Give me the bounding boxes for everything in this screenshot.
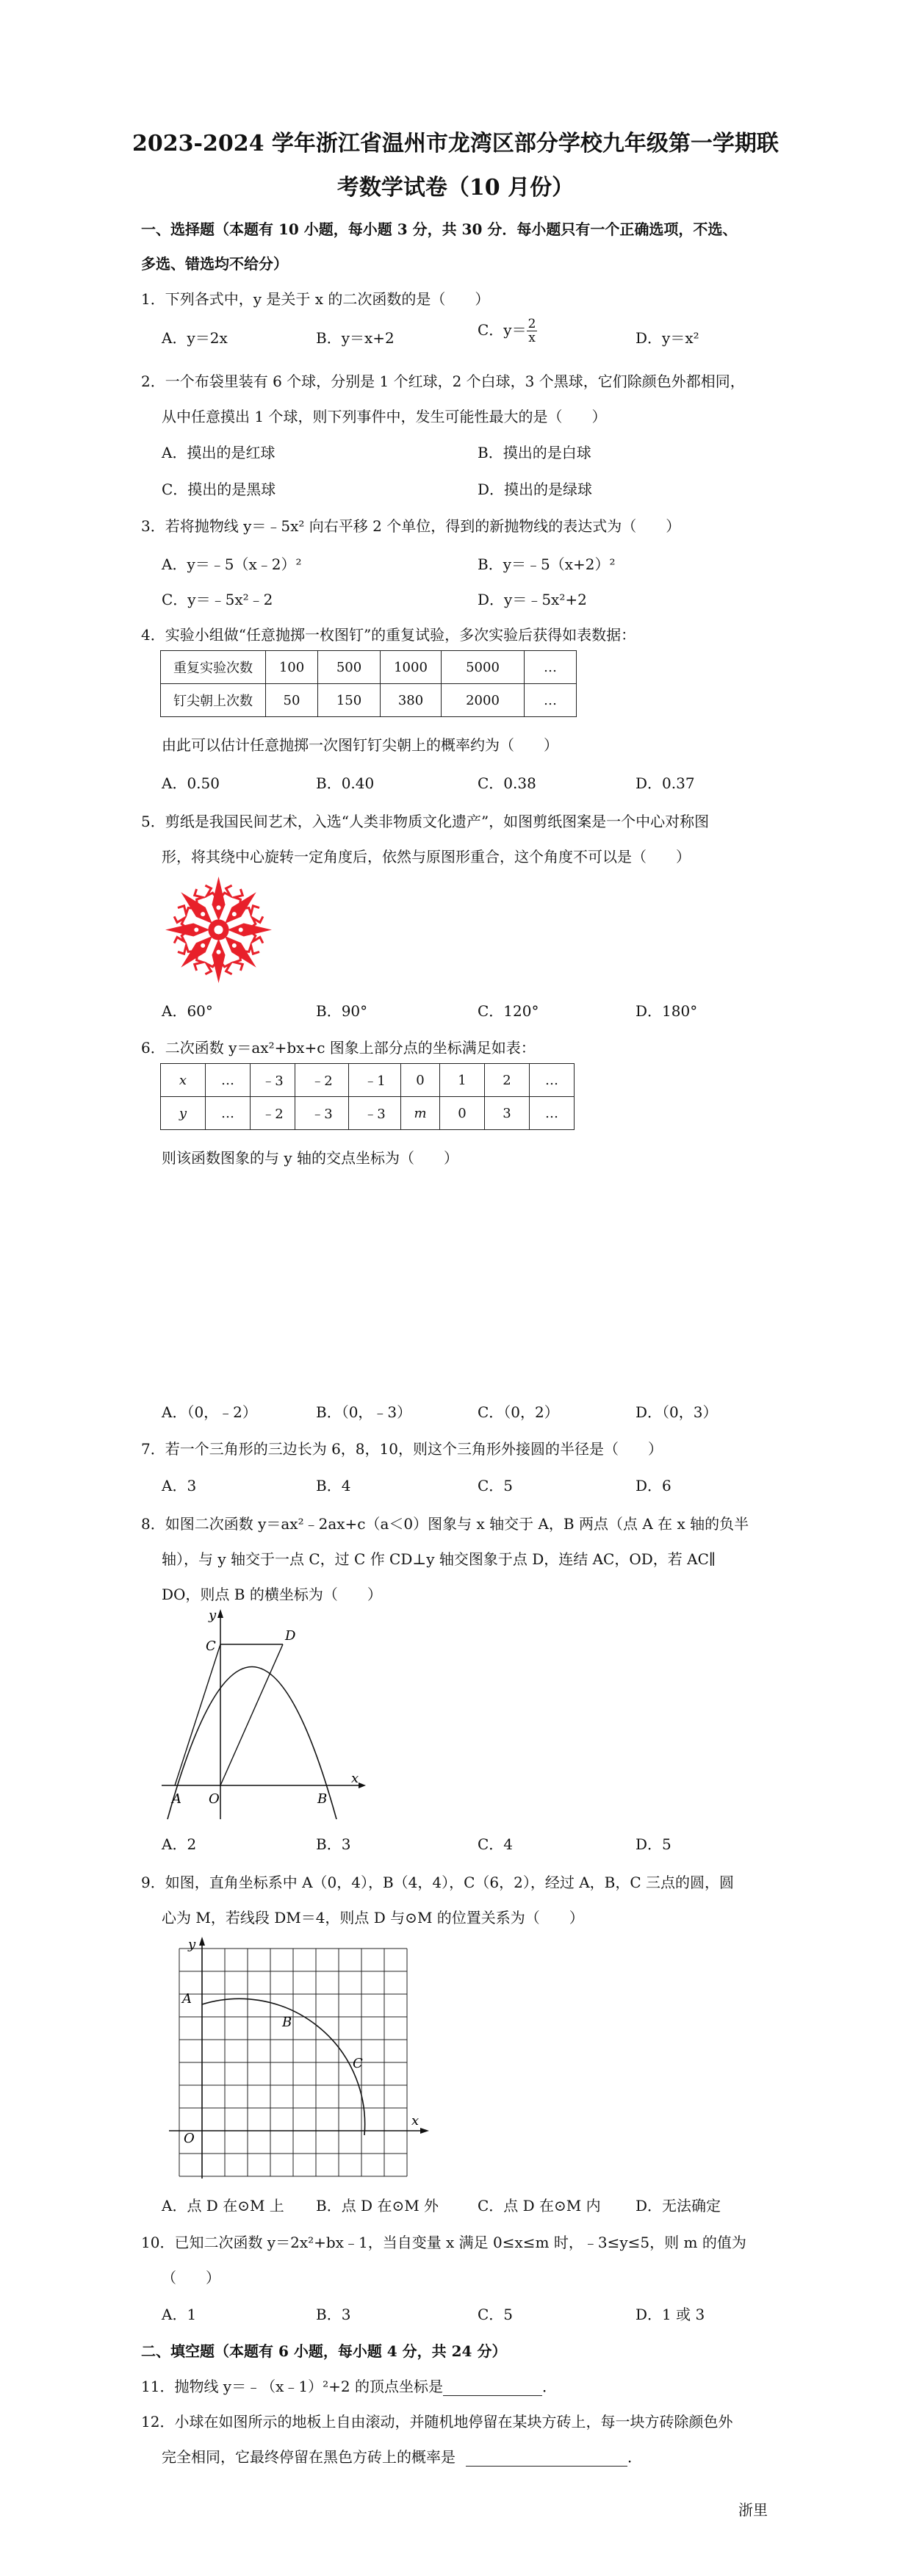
q7-option-c: C．5 xyxy=(478,1477,514,1494)
paper-cut-snowflake-figure xyxy=(162,873,276,987)
label-y: y xyxy=(188,1937,196,1952)
table-cell: 2000 xyxy=(442,684,525,717)
petal-hole xyxy=(194,927,198,932)
table-row xyxy=(161,684,577,717)
table-cell: 1 xyxy=(440,1064,485,1097)
table-row xyxy=(161,1097,575,1130)
q12-text: 完全相同，它最终停留在黑色方砖上的概率是 xyxy=(162,2448,455,2466)
table-cell: … xyxy=(525,651,577,684)
exam-title-line2: 考数学试卷（10 月份） xyxy=(336,175,575,201)
segment-od xyxy=(220,1644,283,1785)
table-cell: x xyxy=(161,1064,206,1097)
table-cell: ﹣3 xyxy=(349,1097,401,1130)
label-x: x xyxy=(351,1771,359,1786)
q5-stem-cont: 形，将其绕中心旋转一定角度后，依然与原图形重合，这个角度不可以是（ ） xyxy=(162,848,691,866)
q9-option-d: D．无法确定 xyxy=(635,2197,721,2215)
q6-option-c: C．（0，2） xyxy=(478,1403,559,1421)
label-c: C xyxy=(206,1638,216,1654)
q6-stem: 6．二次函数 y＝ax²+bx+c 图象上部分点的坐标满足如表： xyxy=(141,1039,536,1057)
section1-header-cont: 多选、错选均不给分） xyxy=(141,255,288,273)
q4-option-b: B．0.40 xyxy=(316,774,375,792)
q11-text: 11．抛物线 y＝﹣（x﹣1）²+2 的顶点坐标是 xyxy=(141,2378,443,2395)
q7-option-a: A．3 xyxy=(162,1477,197,1494)
q8-option-a: A．2 xyxy=(162,1835,197,1853)
table-row xyxy=(161,651,577,684)
q2-option-d: D．摸出的是绿球 xyxy=(478,481,593,498)
label-a: A xyxy=(182,1991,192,2007)
snowflake-arm xyxy=(165,916,209,943)
label-b: B xyxy=(282,2015,292,2030)
q11-stem xyxy=(141,2375,557,2396)
q4-data-table xyxy=(160,650,577,717)
q8-parabola-figure xyxy=(162,1606,367,1819)
y-axis-arrow-icon xyxy=(217,1609,223,1618)
table-cell: … xyxy=(530,1064,575,1097)
table-cell: … xyxy=(530,1097,575,1130)
table-cell: ﹣2 xyxy=(251,1097,295,1130)
q4-option-c: C．0.38 xyxy=(478,774,536,792)
petal-hole xyxy=(239,927,243,932)
q2-stem-cont: 从中任意摸出 1 个球，则下列事件中，发生可能性最大的是（ ） xyxy=(162,408,607,425)
q4-option-d: D．0.37 xyxy=(635,774,695,792)
q1-option-c-fraction xyxy=(527,317,538,345)
q4-follow: 由此可以估计任意抛掷一次图钉钉尖朝上的概率约为（ ） xyxy=(162,736,558,754)
label-a: A xyxy=(172,1791,181,1807)
q6-option-a: A．（0，﹣2） xyxy=(162,1403,257,1421)
q2-option-b: B．摸出的是白球 xyxy=(478,444,591,461)
q7-stem: 7．若一个三角形的三边长为 6，8，10，则这个三角形外接圆的半径是（ ） xyxy=(141,1440,663,1458)
q5-option-c: C．120° xyxy=(478,1002,539,1020)
table-cell: 100 xyxy=(266,651,318,684)
table-cell: 1000 xyxy=(381,651,442,684)
q8-option-b: B．3 xyxy=(316,1835,351,1853)
q9-stem: 9．如图，直角坐标系中 A（0，4），B（4，4），C（6，2），经过 A，B，C 三点的圆，圆 xyxy=(141,1874,735,1891)
q3-stem: 3．若将抛物线 y＝﹣5x² 向右平移 2 个单位，得到的新抛物线的表达式为（ ） xyxy=(141,517,681,535)
q12-end: ． xyxy=(627,2448,642,2466)
q8-option-c: C．4 xyxy=(478,1835,514,1853)
table-cell: 2 xyxy=(485,1064,530,1097)
q10-stem: 10．已知二次函数 y＝2x²+bx﹣1，当自变量 x 满足 0≤x≤m 时，﹣3≤y≤5，则 m 的值为 xyxy=(141,2234,746,2251)
table-cell: m xyxy=(401,1097,440,1130)
q2-option-a: A．摸出的是红球 xyxy=(162,444,276,461)
x-axis-arrow-icon xyxy=(359,1782,366,1788)
label-c: C xyxy=(353,2056,363,2071)
x-axis-arrow-icon xyxy=(420,2128,429,2134)
q9-option-c: C．点 D 在⊙M 内 xyxy=(478,2197,601,2215)
table-cell: ﹣1 xyxy=(349,1064,401,1097)
q9-stem-cont: 心为 M，若线段 DM＝4，则点 D 与⊙M 的位置关系为（ ） xyxy=(162,1909,584,1926)
q8-stem-cont2: DO，则点 B 的横坐标为（ ） xyxy=(162,1586,382,1603)
snowflake-arm xyxy=(228,916,272,943)
q3-option-d: D．y＝﹣5x²+2 xyxy=(478,591,587,608)
q9-grid-circle-figure xyxy=(162,1932,433,2182)
q8-option-d: D．5 xyxy=(635,1835,671,1853)
parabola-curve xyxy=(168,1667,336,1820)
q5-option-b: B．90° xyxy=(316,1002,368,1020)
table-cell: 50 xyxy=(266,684,318,717)
q4-stem: 4．实验小组做“任意抛掷一枚图钉”的重复试验，多次实验后获得如表数据： xyxy=(141,626,636,644)
fraction-numerator: 2 xyxy=(527,317,536,331)
q2-stem: 2．一个布袋里装有 6 个球，分别是 1 个红球，2 个白球，3 个黑球，它们除颜色外都相同， xyxy=(141,373,745,390)
label-o: O xyxy=(184,2131,195,2146)
q6-data-table xyxy=(160,1063,575,1130)
y-axis-arrow-icon xyxy=(199,1937,205,1946)
q5-option-d: D．180° xyxy=(635,1002,698,1020)
coordinate-grid xyxy=(179,1949,407,2176)
petal-hole xyxy=(216,950,220,954)
table-cell: 钉尖朝上次数 xyxy=(161,684,266,717)
segment-ac xyxy=(175,1644,220,1785)
q10-option-b: B．3 xyxy=(316,2306,351,2323)
snowflake-arm xyxy=(205,877,231,921)
snowflake-center-hole xyxy=(214,925,223,934)
q11-end: ． xyxy=(541,2378,557,2395)
q3-option-a: A．y＝﹣5（x﹣2）² xyxy=(162,555,302,573)
table-cell: 380 xyxy=(381,684,442,717)
q10-option-a: A．1 xyxy=(162,2306,197,2323)
snowflake-arm xyxy=(205,939,231,983)
table-cell: ﹣3 xyxy=(295,1097,349,1130)
fraction-denominator: x xyxy=(528,331,536,345)
table-cell: 500 xyxy=(318,651,381,684)
q10-stem-cont: （ ） xyxy=(162,2269,220,2287)
q6-option-d: D．（0，3） xyxy=(635,1403,718,1421)
q9-option-a: A．点 D 在⊙M 上 xyxy=(162,2197,284,2215)
label-d: D xyxy=(285,1628,296,1644)
q1-option-b: B．y＝x+2 xyxy=(316,329,395,347)
table-cell: 5000 xyxy=(442,651,525,684)
q1-option-a: A．y＝2x xyxy=(162,329,228,347)
q1-option-c xyxy=(478,317,537,345)
table-cell: 3 xyxy=(485,1097,530,1130)
table-cell: 150 xyxy=(318,684,381,717)
q8-stem: 8．如图二次函数 y＝ax²﹣2ax+c（a＜0）图象与 x 轴交于 A，B 两点（点 A 在 x 轴的负半 xyxy=(141,1515,749,1533)
section2-header: 二、填空题（本题有 6 小题，每小题 4 分，共 24 分） xyxy=(141,2342,507,2360)
q6-follow: 则该函数图象的与 y 轴的交点坐标为（ ） xyxy=(162,1149,459,1167)
q12-stem-cont xyxy=(162,2445,642,2467)
q3-option-c: C．y＝﹣5x²﹣2 xyxy=(162,591,273,608)
q2-option-c: C．摸出的是黑球 xyxy=(162,481,276,498)
exam-title-line1: 2023-2024 学年浙江省温州市龙湾区部分学校九年级第一学期联 xyxy=(132,131,779,156)
q7-option-d: D．6 xyxy=(635,1477,671,1494)
table-cell: … xyxy=(206,1064,251,1097)
table-cell: ﹣2 xyxy=(295,1064,349,1097)
q9-option-b: B．点 D 在⊙M 外 xyxy=(316,2197,439,2215)
q1-option-d: D．y＝x² xyxy=(635,329,699,347)
q1-option-c-prefix: C．y＝ xyxy=(478,321,527,339)
label-y: y xyxy=(209,1608,217,1623)
q10-option-c: C．5 xyxy=(478,2306,514,2323)
q11-answer-blank[interactable] xyxy=(443,2395,542,2396)
q7-option-b: B．4 xyxy=(316,1477,351,1494)
q4-option-a: A．0.50 xyxy=(162,774,220,792)
footer-mark: 浙里 xyxy=(738,2501,768,2519)
petal-hole xyxy=(216,905,220,910)
q3-option-b: B．y＝﹣5（x+2）² xyxy=(478,555,616,573)
table-cell: … xyxy=(206,1097,251,1130)
q6-option-b: B．（0，﹣3） xyxy=(316,1403,412,1421)
section1-header: 一、选择题（本题有 10 小题，每小题 3 分，共 30 分．每小题只有一个正确选项，不选、 xyxy=(141,220,738,238)
label-o: O xyxy=(209,1791,220,1807)
table-cell: 重复实验次数 xyxy=(161,651,266,684)
q10-option-d: D．1 或 3 xyxy=(635,2306,705,2323)
q12-answer-blank[interactable] xyxy=(466,2466,627,2467)
q5-option-a: A．60° xyxy=(162,1002,213,1020)
label-b: B xyxy=(317,1791,328,1807)
q1-stem: 1．下列各式中，y 是关于 x 的二次函数的是（ ） xyxy=(141,290,490,308)
table-row xyxy=(161,1064,575,1097)
table-cell: … xyxy=(525,684,577,717)
q12-stem: 12．小球在如图所示的地板上自由滚动，并随机地停留在某块方砖上，每一块方砖除颜色外 xyxy=(141,2413,733,2431)
table-cell: ﹣3 xyxy=(251,1064,295,1097)
table-cell: y xyxy=(161,1097,206,1130)
label-x: x xyxy=(411,2113,420,2129)
q5-stem: 5．剪纸是我国民间艺术，入选“人类非物质文化遗产”，如图剪纸图案是一个中心对称图 xyxy=(141,813,710,830)
q8-stem-cont1: 轴），与 y 轴交于一点 C，过 C 作 CD⊥y 轴交图象于点 D，连结 AC，OD，若 AC∥ xyxy=(162,1550,716,1568)
table-cell: 0 xyxy=(401,1064,440,1097)
table-cell: 0 xyxy=(440,1097,485,1130)
